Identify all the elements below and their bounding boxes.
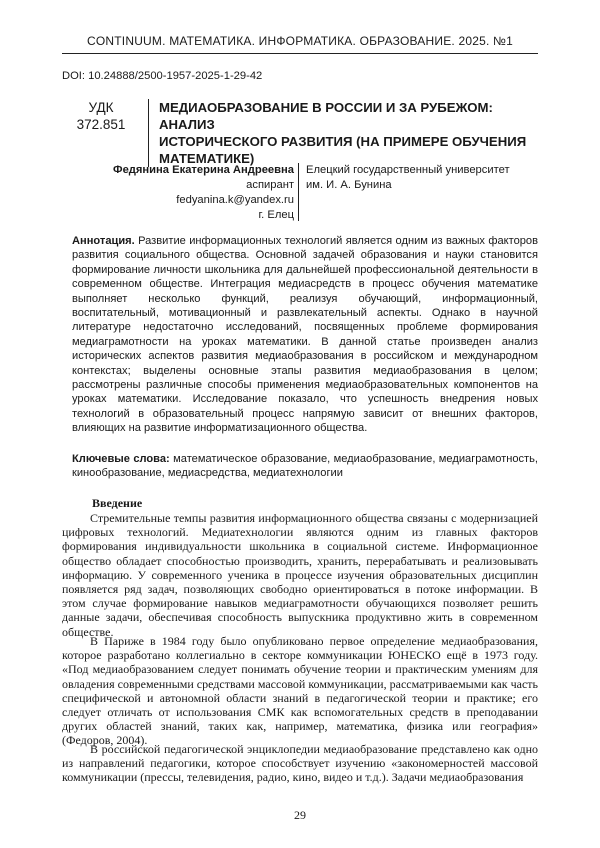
body-paragraph xyxy=(62,742,538,785)
affiliation-line: им. И. А. Бунина xyxy=(306,178,546,193)
author-name: Федянина Екатерина Андреевна xyxy=(62,163,294,178)
author-block xyxy=(62,163,294,223)
affiliation-block xyxy=(298,163,546,221)
udk-code: 372.851 xyxy=(62,116,140,133)
author-email: fedyanina.k@yandex.ru xyxy=(62,193,294,208)
author-position: аспирант xyxy=(62,178,294,193)
section-heading: Введение xyxy=(92,496,142,511)
udk-block xyxy=(62,99,140,133)
udk-label: УДК xyxy=(62,99,140,116)
keywords xyxy=(72,452,538,481)
body-paragraph xyxy=(62,511,538,639)
affiliation-line: Елецкий государственный университет xyxy=(306,163,546,178)
doi: DOI: 10.24888/2500-1957-2025-1-29-42 xyxy=(62,70,262,82)
paragraph-text: В Париже в 1984 году было опубликовано первое определение медиаобразования, которое разработано коллегиально в секторе коммуникации ЮНЕСКО ещё в 1973 году. «Под медиаобразованием следует понимать обучение теории и практическим умениям для овладения современными средствами массовой коммуникации, рассматриваемыми как часть специфической и автономной области знаний в педагогической теории и практике; его следует отличать от использования СМК как вспомогательных средств в преподавании других областей знаний, таких как, например, математика, физика или география» (Федоров, 2004). xyxy=(62,634,538,748)
keywords-text: математическое образование, медиаобразование, медиаграмотность, кинообразование, медиасредства, медиатехнологии xyxy=(72,453,538,479)
title-line: МЕДИАОБРАЗОВАНИЕ В РОССИИ И ЗА РУБЕЖОМ: АНАЛИЗ xyxy=(159,99,549,133)
author-city: г. Елец xyxy=(62,208,294,223)
article-title xyxy=(148,99,549,167)
page-number: 29 xyxy=(0,808,600,823)
keywords-label: Ключевые слова: xyxy=(72,453,170,465)
paragraph-text: В российской педагогической энциклопедии медиаобразование представлено как одно из направлений педагогики, которое способствует изучению «закономерностей массовой коммуникации (прессы, телевидения, радио, кино, видео и т.д.). Задачи медиаобразования xyxy=(62,742,538,785)
abstract-label: Аннотация. xyxy=(72,235,135,247)
title-line: ИСТОРИЧЕСКОГО РАЗВИТИЯ (НА ПРИМЕРЕ ОБУЧЕНИЯ xyxy=(159,133,549,150)
abstract-text: Развитие информационных технологий является одним из важных факторов развития социального общества. Основной задачей образования и науки становится формирование личности школьника для дальнейшей профессиональной деятельности в современном обществе. Интеграция медиасредств в процесс обучения математике выполняет несколько функций, реализуя обучающий, информационный, воспитательный, мотивационный и развлекательный аспекты. Однако в научной литературе недостаточно исследований, посвященных проблеме формирования медиаграмотности на уроках математики. В данной статье произведен анализ исторических аспектов развития медиаобразования в российском и международном контекстах; выделены основные этапы развития медиаобразования в целом; рассмотрены различные способы применения медиаобразовательных компонентов на уроках математики. Исследование показало, что успешность внедрения новых технологий в образовательный процесс напрямую зависит от внешних факторов, влияющих на развитие информатизационного общества. xyxy=(72,235,538,434)
title-line: МАТЕМАТИКЕ) xyxy=(159,150,549,167)
paragraph-text: Стремительные темпы развития информационного общества связаны с модернизацией цифровых технологий. Медиатехнологии являются одним из главных факторов формирования индивидуальности школьника в социальной системе. Информационное общество обладает способностью производить, хранить, перерабатывать и реализовывать информацию. У современного ученика в процессе изучения образовательных дисциплин появляется ряд задач, позволяющих свободно ориентироваться в потоке информации. В этом случае формирование навыков медиаграмотности обучающихся позволяет решить данные задачи, обеспечивая способность выпускника продуктивно жить в современном обществе. xyxy=(62,511,538,639)
article-page xyxy=(0,0,600,848)
abstract xyxy=(72,234,538,436)
body-paragraph xyxy=(62,634,538,748)
journal-running-head: CONTINUUM. МАТЕМАТИКА. ИНФОРМАТИКА. ОБРАЗОВАНИЕ. 2025. №1 xyxy=(62,34,538,54)
